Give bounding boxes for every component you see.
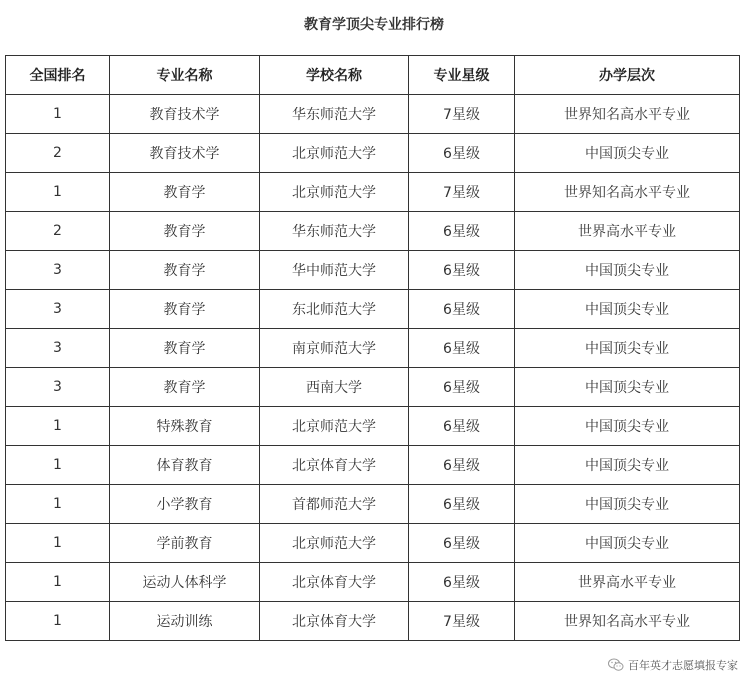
table-row [6,290,740,329]
cell-major-name: 教育技术学 [110,95,260,134]
cell-national-rank: 1 [6,602,110,641]
cell-major-name: 教育学 [110,368,260,407]
cell-school-level: 中国顶尖专业 [515,368,740,407]
cell-major-stars: 6星级 [409,407,515,446]
table-row [6,368,740,407]
table-row [6,563,740,602]
header-major-name: 专业名称 [110,56,260,95]
cell-major-stars: 6星级 [409,329,515,368]
cell-school-name: 西南大学 [260,368,409,407]
cell-major-stars: 7星级 [409,602,515,641]
cell-school-level: 中国顶尖专业 [515,407,740,446]
wechat-icon [608,658,624,672]
cell-national-rank: 2 [6,134,110,173]
cell-national-rank: 3 [6,290,110,329]
cell-major-name: 特殊教育 [110,407,260,446]
cell-major-stars: 7星级 [409,95,515,134]
cell-major-name: 小学教育 [110,485,260,524]
cell-school-level: 世界高水平专业 [515,212,740,251]
header-school-level: 办学层次 [515,56,740,95]
cell-major-name: 教育学 [110,173,260,212]
cell-major-stars: 6星级 [409,446,515,485]
cell-school-level: 中国顶尖专业 [515,446,740,485]
cell-school-level: 世界高水平专业 [515,563,740,602]
cell-national-rank: 3 [6,368,110,407]
table-row [6,329,740,368]
cell-school-level: 中国顶尖专业 [515,290,740,329]
watermark-text: 百年英才志愿填报专家 [628,659,738,672]
cell-national-rank: 3 [6,251,110,290]
cell-school-level: 中国顶尖专业 [515,524,740,563]
cell-school-name: 首都师范大学 [260,485,409,524]
cell-major-stars: 6星级 [409,485,515,524]
cell-national-rank: 1 [6,407,110,446]
watermark [608,655,738,675]
cell-national-rank: 1 [6,173,110,212]
cell-major-name: 学前教育 [110,524,260,563]
cell-school-name: 北京师范大学 [260,134,409,173]
cell-school-name: 北京师范大学 [260,524,409,563]
cell-school-level: 中国顶尖专业 [515,329,740,368]
cell-major-stars: 6星级 [409,563,515,602]
header-school-name: 学校名称 [260,56,409,95]
cell-major-stars: 6星级 [409,290,515,329]
table-row [6,95,740,134]
table-row [6,602,740,641]
cell-school-level: 中国顶尖专业 [515,251,740,290]
cell-school-name: 东北师范大学 [260,290,409,329]
cell-school-level: 世界知名高水平专业 [515,173,740,212]
table-row [6,446,740,485]
header-major-stars: 专业星级 [409,56,515,95]
cell-school-name: 南京师范大学 [260,329,409,368]
cell-school-name: 华中师范大学 [260,251,409,290]
cell-major-stars: 6星级 [409,251,515,290]
cell-major-name: 教育学 [110,212,260,251]
cell-school-level: 中国顶尖专业 [515,485,740,524]
cell-school-level: 世界知名高水平专业 [515,602,740,641]
header-national-rank: 全国排名 [6,56,110,95]
table-row [6,134,740,173]
table-row [6,212,740,251]
cell-major-stars: 7星级 [409,173,515,212]
cell-national-rank: 1 [6,524,110,563]
ranking-table [5,55,740,641]
cell-major-name: 体育教育 [110,446,260,485]
cell-major-name: 运动训练 [110,602,260,641]
cell-national-rank: 1 [6,485,110,524]
table-row [6,407,740,446]
cell-school-level: 世界知名高水平专业 [515,95,740,134]
cell-major-stars: 6星级 [409,212,515,251]
cell-major-name: 运动人体科学 [110,563,260,602]
cell-national-rank: 1 [6,563,110,602]
cell-national-rank: 2 [6,212,110,251]
cell-school-name: 北京体育大学 [260,602,409,641]
cell-national-rank: 3 [6,329,110,368]
cell-school-level: 中国顶尖专业 [515,134,740,173]
table-row [6,485,740,524]
cell-major-name: 教育学 [110,251,260,290]
cell-national-rank: 1 [6,446,110,485]
cell-major-name: 教育技术学 [110,134,260,173]
cell-national-rank: 1 [6,95,110,134]
cell-major-stars: 6星级 [409,368,515,407]
table-row [6,251,740,290]
cell-school-name: 北京体育大学 [260,446,409,485]
cell-school-name: 华东师范大学 [260,95,409,134]
table-row [6,524,740,563]
cell-school-name: 北京师范大学 [260,407,409,446]
page-title: 教育学顶尖专业排行榜 [304,17,444,33]
table-body [6,95,740,641]
cell-major-stars: 6星级 [409,134,515,173]
cell-school-name: 华东师范大学 [260,212,409,251]
cell-school-name: 北京师范大学 [260,173,409,212]
table-header-row [6,56,740,95]
cell-major-name: 教育学 [110,329,260,368]
table-row [6,173,740,212]
cell-major-stars: 6星级 [409,524,515,563]
cell-school-name: 北京体育大学 [260,563,409,602]
cell-major-name: 教育学 [110,290,260,329]
